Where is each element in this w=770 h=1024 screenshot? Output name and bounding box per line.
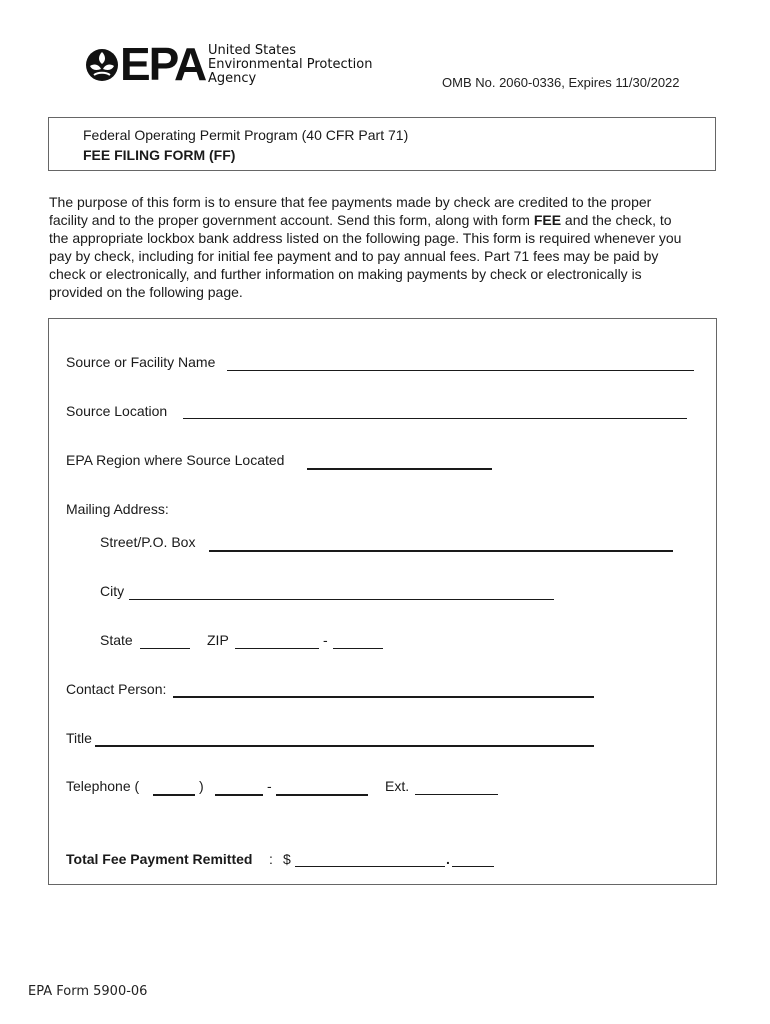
purpose-text-end: and the check, to the appropriate lockbox bank address listed on the following page. This form is required whenever you pay by check, including for initial fee payment and to pay annual fees. Part 71 fees may be paid by check or electronically, and further information on making payments by check or electronically is provided on the following page. xyxy=(49,212,682,300)
contact-person-field[interactable] xyxy=(173,696,594,698)
zip-field[interactable] xyxy=(235,648,319,649)
omb-number: OMB No. 2060-0336, Expires 11/30/2022 xyxy=(442,75,680,90)
epa-region-label: EPA Region where Source Located xyxy=(66,452,285,468)
telephone-dash: - xyxy=(267,778,272,794)
source-name-label: Source or Facility Name xyxy=(66,354,216,370)
city-field[interactable] xyxy=(129,599,554,600)
title-box xyxy=(48,117,716,171)
total-dollars-field[interactable] xyxy=(295,866,445,867)
program-title: Federal Operating Permit Program (40 CFR Part 71) xyxy=(83,127,409,143)
state-label: State xyxy=(100,632,133,648)
ext-field[interactable] xyxy=(415,794,498,795)
telephone-paren: ) xyxy=(199,778,204,794)
source-location-label: Source Location xyxy=(66,403,168,419)
agency-line-1: United States xyxy=(208,43,297,58)
form-number: EPA Form 5900-06 xyxy=(28,984,148,999)
form-box xyxy=(48,318,717,885)
agency-name xyxy=(208,44,373,86)
state-field[interactable] xyxy=(140,648,190,649)
mailing-address-label: Mailing Address: xyxy=(66,501,169,517)
total-fee-colon: : xyxy=(269,851,273,867)
source-name-field[interactable] xyxy=(227,370,694,371)
area-code-field[interactable] xyxy=(153,794,195,796)
street-label: Street/P.O. Box xyxy=(100,534,196,550)
zip-ext-field[interactable] xyxy=(333,648,383,649)
epa-logo-letters: EPA xyxy=(120,38,206,90)
epa-region-field[interactable] xyxy=(307,468,492,470)
dollar-sign: $ xyxy=(283,851,291,867)
purpose-paragraph xyxy=(49,193,689,301)
city-label: City xyxy=(100,583,125,599)
zip-label: ZIP xyxy=(207,632,229,648)
contact-person-label: Contact Person: xyxy=(66,681,167,697)
epa-flower-icon xyxy=(84,46,120,84)
epa-logo xyxy=(84,38,384,90)
telephone-label: Telephone ( xyxy=(66,778,140,794)
title-label: Title xyxy=(66,730,92,746)
source-location-field[interactable] xyxy=(183,418,687,419)
street-field[interactable] xyxy=(209,550,673,552)
agency-line-3: Agency xyxy=(208,71,257,86)
zip-dash: - xyxy=(323,632,328,648)
ext-label: Ext. xyxy=(385,778,410,794)
total-fee-label: Total Fee Payment Remitted xyxy=(66,851,253,867)
decimal-point: . xyxy=(446,851,450,867)
form-title: FEE FILING FORM (FF) xyxy=(83,147,236,163)
purpose-text-start: The purpose of this form is to ensure that fee payments made by check are credited to the proper facility and to the proper government account. Send this form, along with form xyxy=(49,194,652,228)
phone-line-field[interactable] xyxy=(276,794,368,796)
title-input-field[interactable] xyxy=(95,745,594,747)
total-cents-field[interactable] xyxy=(452,866,494,867)
agency-line-2: Environmental Protection xyxy=(208,57,373,72)
phone-prefix-field[interactable] xyxy=(215,794,263,796)
purpose-fee-bold: FEE xyxy=(533,212,562,228)
